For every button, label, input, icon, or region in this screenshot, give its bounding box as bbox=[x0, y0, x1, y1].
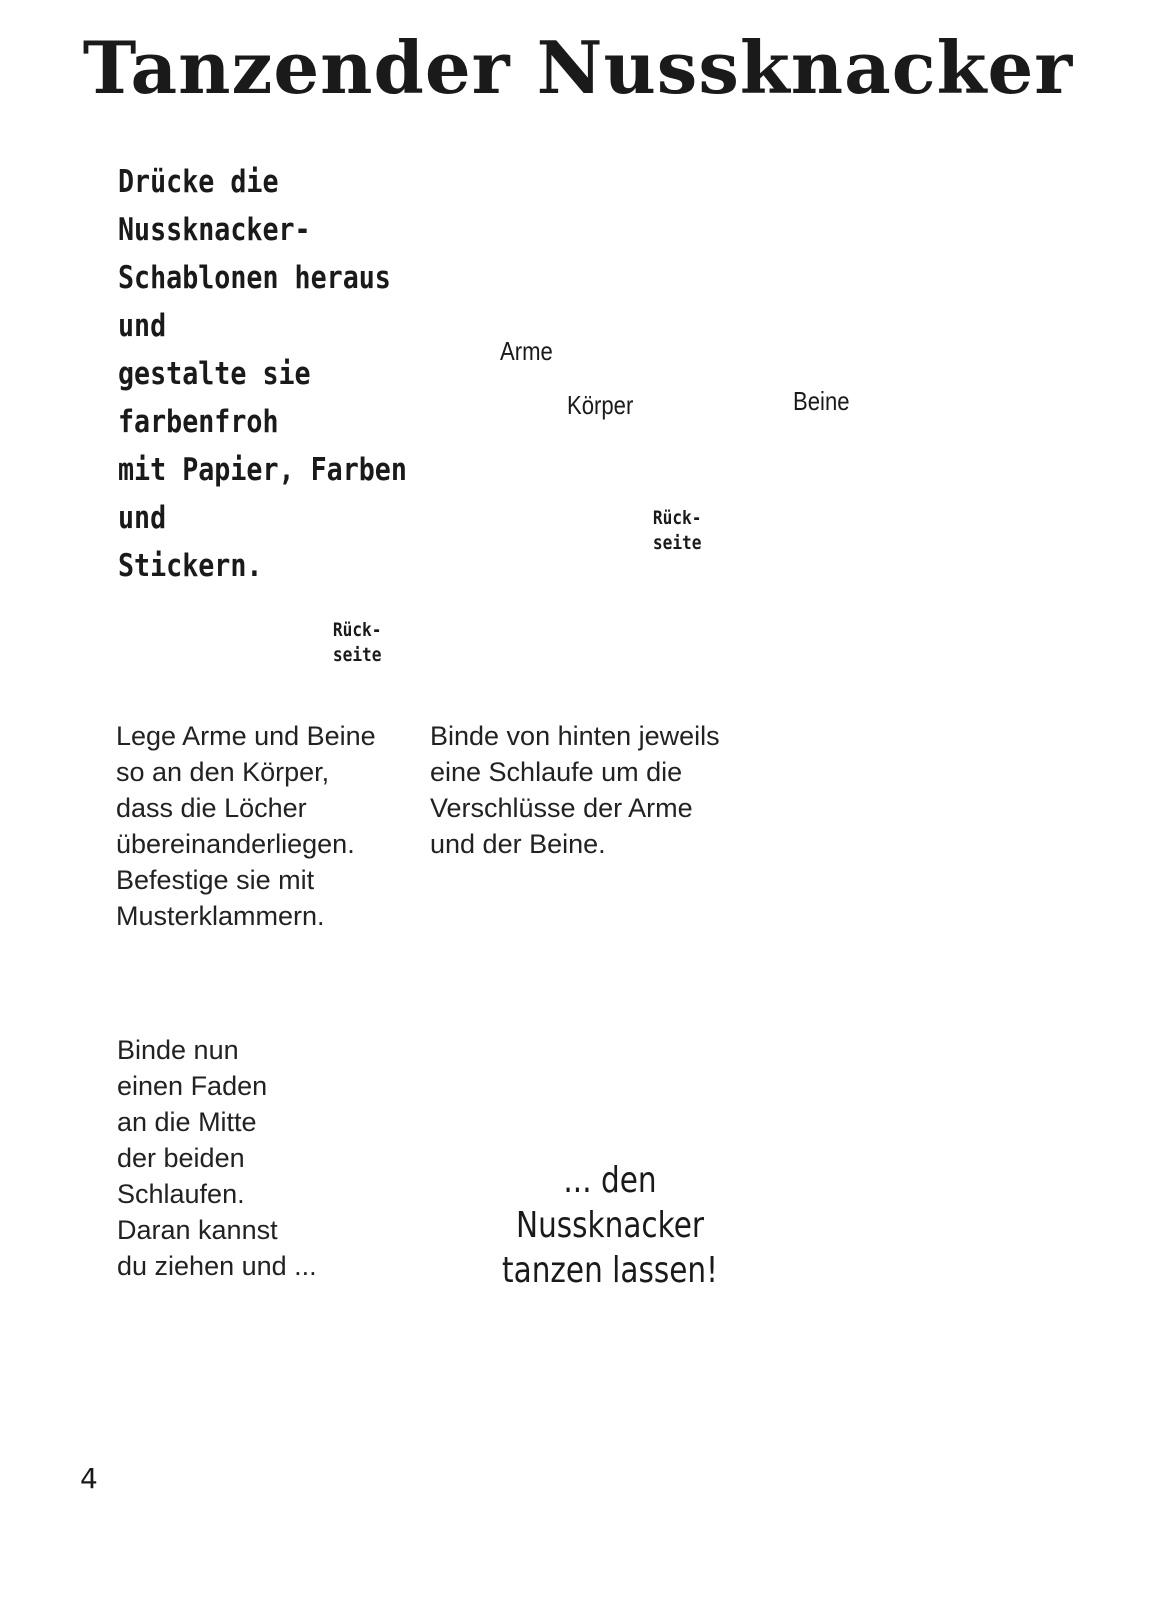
finale-text: ... den Nussknacker tanzen lassen! bbox=[502, 1160, 718, 1291]
label-arme: Arme bbox=[500, 336, 553, 366]
label-beine: Beine bbox=[793, 386, 850, 416]
step-2-text: Binde von hinten jeweils eine Schlaufe um die Verschlüsse der Arme und der Beine. bbox=[430, 721, 720, 859]
label-koerper: Körper bbox=[567, 390, 634, 420]
page-title: Tanzender Nussknacker bbox=[82, 25, 1074, 110]
label-rueckseite-body: Rück- seite bbox=[652, 507, 702, 554]
step-1-text: Lege Arme und Beine so an den Körper, dass die Löcher übereinanderliegen. Befestige sie mit Musterklammern. bbox=[116, 721, 376, 931]
intro-text: Drücke die Nussknacker- Schablonen heraus und gestalte sie farbenfroh mit Papier, Farben und Stickern. bbox=[118, 164, 407, 584]
label-rueckseite-limbs: Rück- seite bbox=[332, 619, 382, 666]
page-number: 4 bbox=[80, 1462, 98, 1495]
step-3-text: Binde nun einen Faden an die Mitte der beiden Schlaufen. Daran kannst du ziehen und ... bbox=[117, 1035, 317, 1281]
